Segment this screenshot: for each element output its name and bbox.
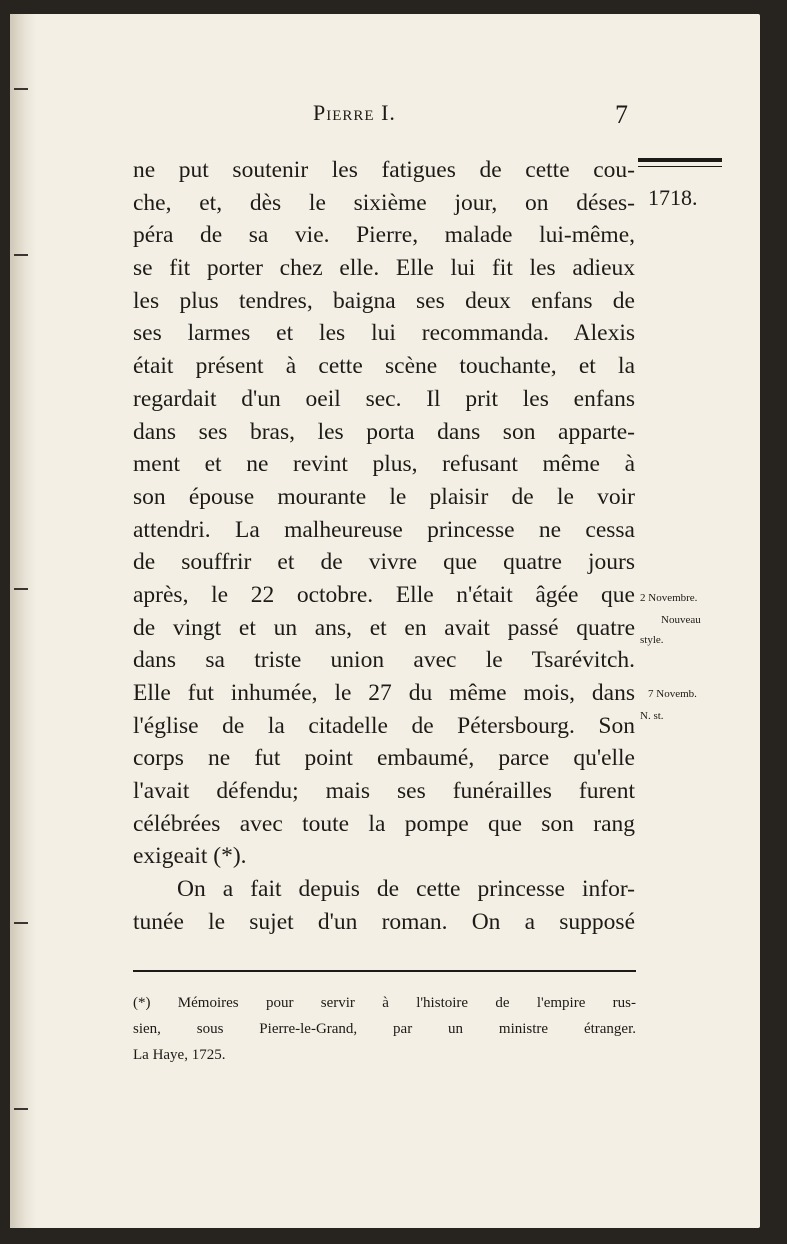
text-line: exigeait (*). [133,843,247,870]
margin-rule-thin [638,166,722,167]
text-line: Elle fut inhumée, le 27 du même mois, dans [133,680,635,706]
text-line: l'avait défendu; mais ses funérailles furent [133,778,635,805]
text-line: On a fait depuis de cette princesse infor- [177,876,635,903]
page-gutter [10,14,36,1228]
page-number: 7 [615,100,628,129]
binding-stitch [14,1108,28,1110]
text-line: après, le 22 octobre. Elle n'était âgée que [133,581,635,608]
text-line: dans sa triste union avec le Tsarévitch. [133,647,635,674]
binding-stitch [14,254,28,256]
body-text [133,154,635,939]
margin-note-style: Nouveau [661,614,701,626]
text-line: tunée le sujet d'un roman. On a supposé [133,908,635,935]
text-line: de vingt et un ans, et en avait passé quatre [133,614,635,641]
margin-note-date: 2 Novembre. [640,592,698,604]
text-line: l'église de la citadelle de Pétersbourg. Son [133,712,635,739]
binding-stitch [14,88,28,90]
footnote-line: (*) Mémoires pour servir à l'histoire de l'empire rus- [133,995,636,1011]
text-line: attendri. La malheureuse princesse ne cessa [133,516,635,543]
text-line: corps ne fut point embaumé, parce qu'elle [133,745,635,772]
text-line: de souffrir et de vivre que quatre jours [133,549,635,576]
text-line: che, et, dès le sixième jour, on déses- [133,189,635,216]
text-line: ses larmes et les lui recommanda. Alexis [133,320,635,347]
text-line: son épouse mourante le plaisir de le voir [133,483,635,510]
footnote-line: La Haye, 1725. [133,1047,226,1063]
margin-rule [638,158,722,162]
footnote-rule [133,970,636,972]
text-line: regardait d'un oeil sec. Il prit les enfans [133,385,635,412]
text-line: était présent à cette scène touchante, et la [133,353,635,380]
footnote-line: sien, sous Pierre-le-Grand, par un ministre étranger. [133,1021,636,1037]
margin-note-style-3: N. st. [640,710,664,722]
margin-note-style-2: style. [640,634,664,646]
margin-note-date-2: 7 Novemb. [648,688,697,700]
text-line: dans ses bras, les porta dans son apparte- [133,418,635,445]
text-line: se fit porter chez elle. Elle lui fit les adieux [133,255,635,282]
binding-stitch [14,922,28,924]
running-head: Pierre I. [313,100,396,125]
text-line: célébrées avec toute la pompe que son rang [133,810,635,837]
page-header [0,100,787,130]
text-line: ment et ne revint plus, refusant même à [133,451,635,478]
binding-stitch [14,588,28,590]
margin-note-year: 1718. [648,185,698,210]
footnote [133,990,636,1068]
text-line: les plus tendres, baigna ses deux enfans de [133,287,635,314]
text-line: ne put soutenir les fatigues de cette cou- [133,157,635,183]
text-line: péra de sa vie. Pierre, malade lui-même, [133,222,635,249]
